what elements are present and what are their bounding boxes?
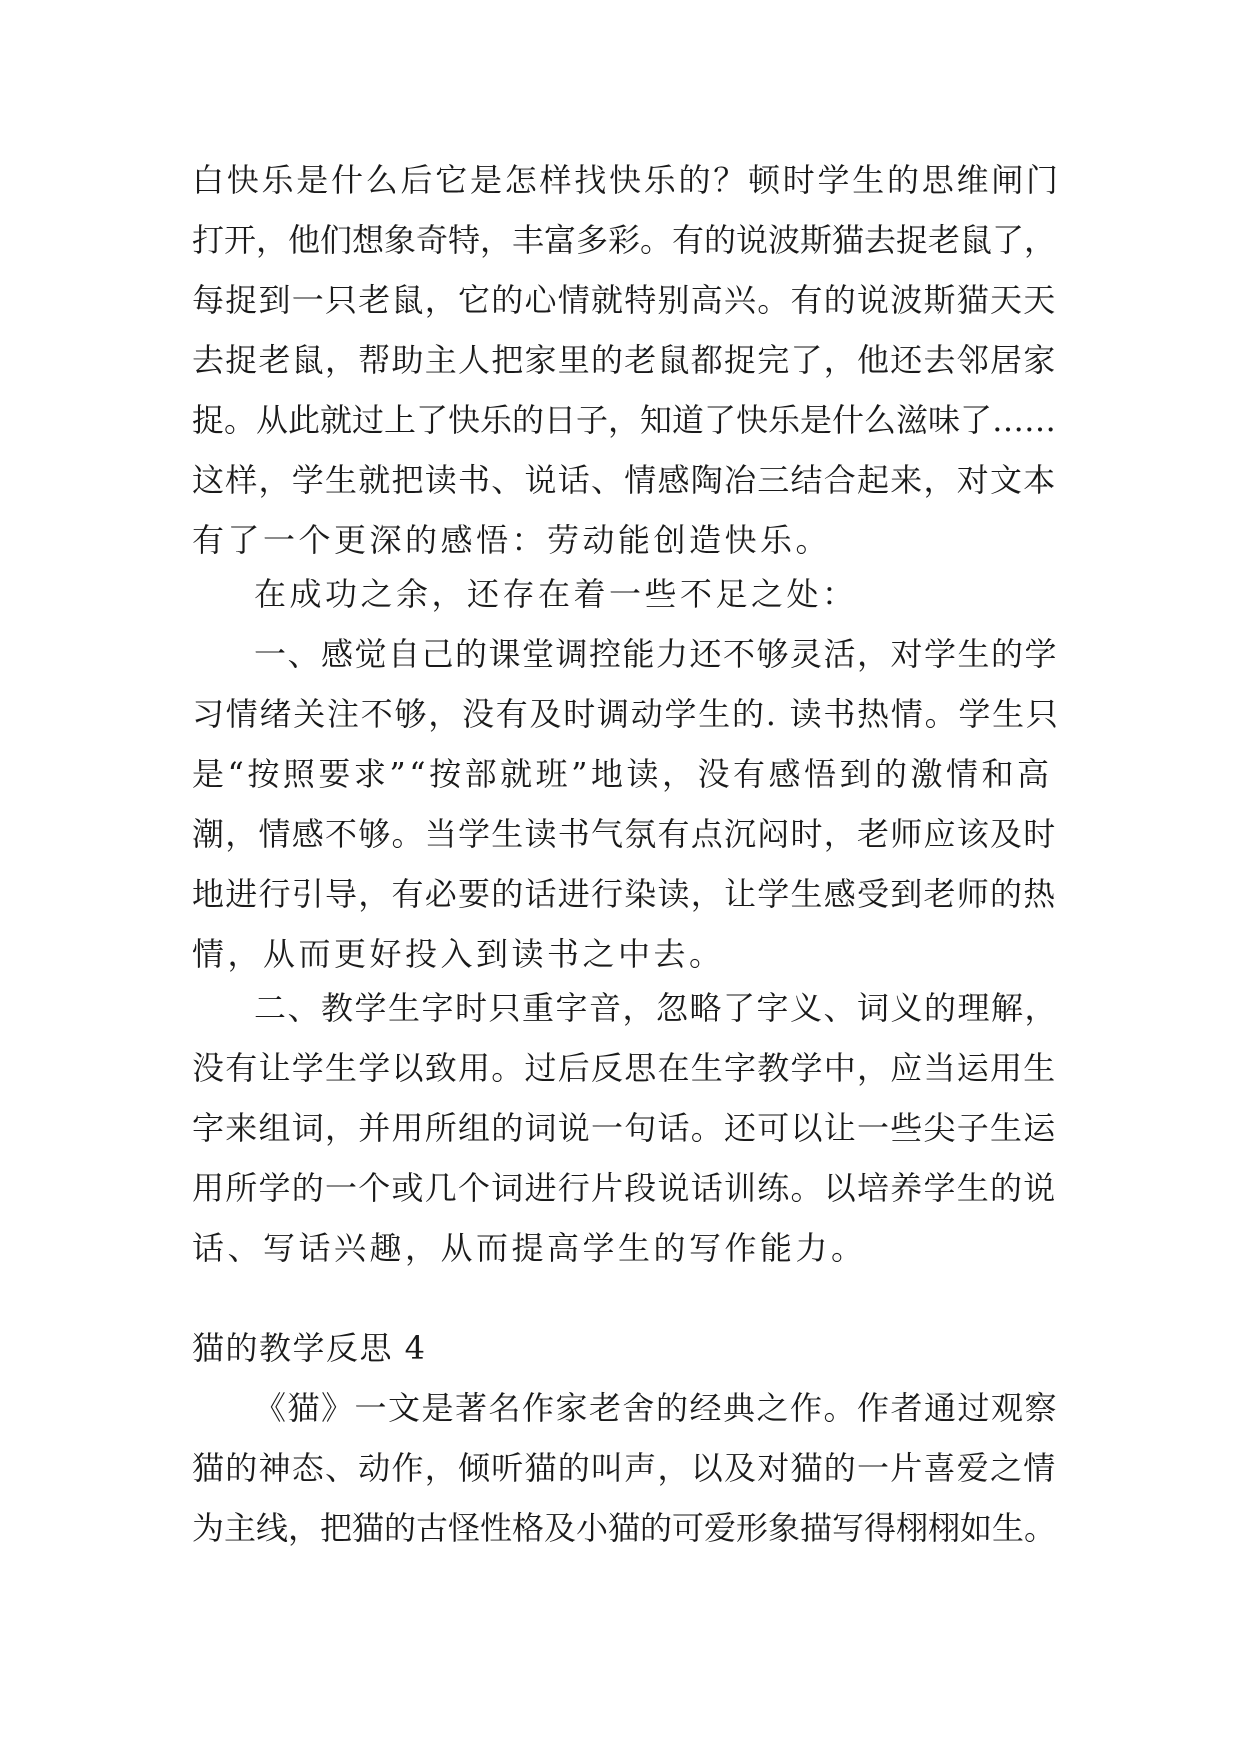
text-line: 有了一个更深的感悟：劳动能创造快乐。 xyxy=(192,521,832,559)
text-line: 每捉到一只老鼠，它的心情就特别高兴。有的说波斯猫天天 xyxy=(192,281,1057,319)
text-line: 没有让学生学以致用。过后反思在生字教学中，应当运用生 xyxy=(192,1049,1057,1087)
paragraph-point-one xyxy=(192,624,1062,984)
text-line: 字来组词，并用所组的词说一句话。还可以让一些尖子生运 xyxy=(192,1109,1057,1147)
text-line: 一、感觉自己的课堂调控能力还不够灵活，对学生的学 xyxy=(254,635,1059,673)
text-line: 白快乐是什么后它是怎样找快乐的？顿时学生的思维闸门 xyxy=(192,161,1061,199)
text-line: 去捉老鼠，帮助主人把家里的老鼠都捉完了，他还去邻居家 xyxy=(192,341,1057,379)
paragraph-section-intro xyxy=(192,1378,1062,1558)
text-line: 这样，学生就把读书、说话、情感陶冶三结合起来，对文本 xyxy=(192,461,1057,499)
text-line: 《猫》一文是著名作家老舍的经典之作。作者通过观察 xyxy=(254,1389,1059,1427)
section-heading: 猫的教学反思 4 xyxy=(192,1329,427,1367)
paragraph-point-two xyxy=(192,978,1062,1278)
text-line: 习情绪关注不够，没有及时调动学生的. 读书热情。学生只 xyxy=(192,695,1060,733)
text-line: 在成功之余，还存在着一些不足之处： xyxy=(254,575,858,613)
text-line: 潮，情感不够。当学生读书气氛有点沉闷时，老师应该及时 xyxy=(192,815,1057,853)
text-line: 打开，他们想象奇特，丰富多彩。有的说波斯猫去捉老鼠了， xyxy=(192,221,1057,259)
text-line: 地进行引导，有必要的话进行染读，让学生感受到老师的热 xyxy=(192,875,1057,913)
text-line: 二、教学生字时只重字音，忽略了字义、词义的理解， xyxy=(254,989,1059,1027)
text-line: 为主线，把猫的古怪性格及小猫的可爱形象描写得栩栩如生。 xyxy=(192,1509,1057,1547)
text-line: 捉。从此就过上了快乐的日子，知道了快乐是什么滋味了…… xyxy=(192,401,1057,439)
text-line: 情，从而更好投入到读书之中去。 xyxy=(192,935,725,973)
text-line: 是“按照要求”“按部就班”地读，没有感悟到的激情和高 xyxy=(192,755,1053,793)
section-heading-block xyxy=(192,1318,1062,1378)
paragraph-continued xyxy=(192,150,1062,570)
paragraph-shortcomings-intro xyxy=(192,564,1062,624)
text-line: 猫的神态、动作，倾听猫的叫声，以及对猫的一片喜爱之情 xyxy=(192,1449,1057,1487)
text-line: 话、写话兴趣，从而提高学生的写作能力。 xyxy=(192,1229,867,1267)
text-line: 用所学的一个或几个词进行片段说话训练。以培养学生的说 xyxy=(192,1169,1057,1207)
